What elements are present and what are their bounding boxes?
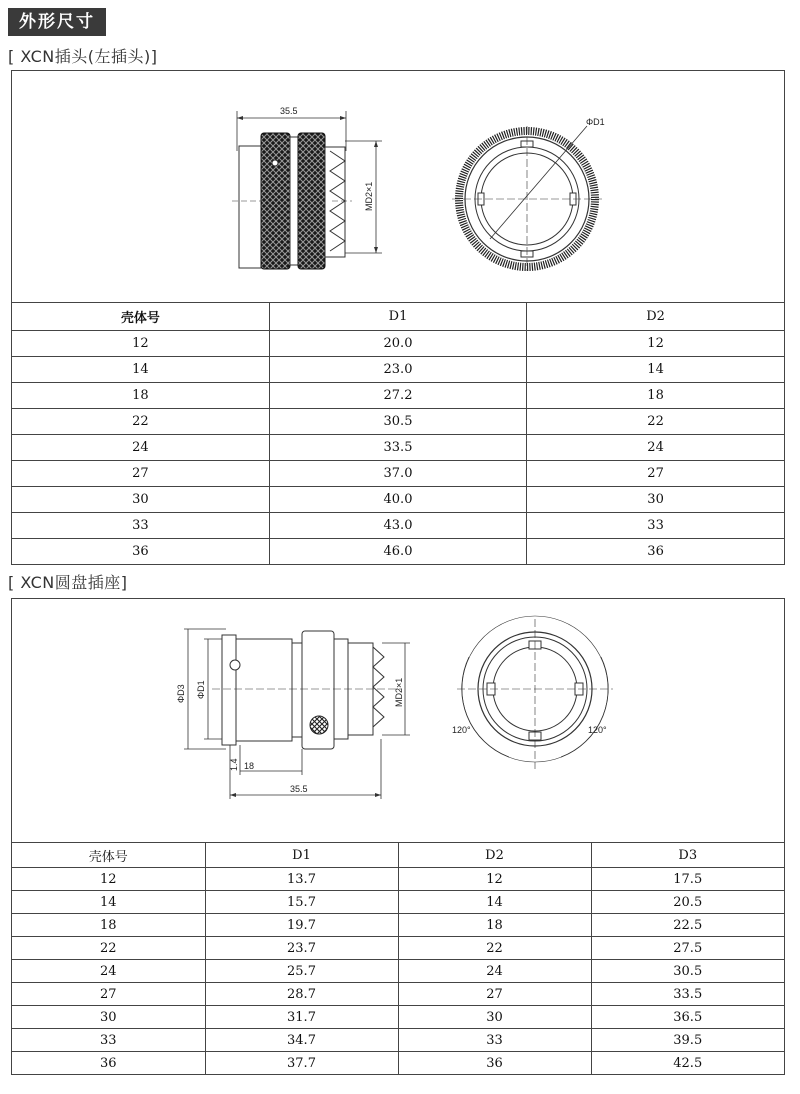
table-cell: 24 — [398, 960, 591, 983]
column-header: D3 — [591, 843, 784, 868]
plug-panel — [11, 70, 785, 565]
table-cell: 36 — [647, 544, 664, 559]
socket-angle-right: 120° — [588, 725, 607, 735]
table-cell: 18 — [12, 914, 205, 937]
table-cell: 14 — [12, 357, 269, 383]
table-cell: 15.7 — [205, 891, 398, 914]
table-cell: 12 — [12, 868, 205, 891]
table-cell: 27 — [398, 983, 591, 1006]
table-cell: 27.5 — [591, 937, 784, 960]
table-cell: 42.5 — [673, 1055, 703, 1071]
table-row — [12, 513, 784, 539]
table-cell: 43.0 — [269, 513, 526, 539]
socket-length-label: 35.5 — [290, 784, 308, 794]
socket-drawing-svg — [12, 599, 784, 842]
socket-dim-1-4: 1.4 — [229, 758, 239, 771]
table-row — [12, 914, 784, 937]
table-cell: 27 — [527, 461, 784, 487]
table-cell: 30.5 — [269, 409, 526, 435]
table-cell: 46.0 — [269, 539, 526, 565]
table-cell: 36 — [398, 1052, 591, 1075]
table-cell: 36.5 — [591, 1006, 784, 1029]
table-cell: 33 — [12, 1029, 205, 1052]
table-cell: 27.2 — [269, 383, 526, 409]
table-cell: 24 — [12, 960, 205, 983]
plug-diameter-label: ΦD1 — [586, 117, 605, 127]
table-cell: 36 — [12, 539, 269, 565]
table-row — [12, 960, 784, 983]
table-cell: 18 — [12, 383, 269, 409]
table-cell: 37.0 — [269, 461, 526, 487]
table-cell: 22 — [398, 937, 591, 960]
plug-thread-label: MD2×1 — [364, 181, 374, 211]
table-cell: 30 — [12, 487, 269, 513]
socket-d3-label: ΦD3 — [176, 684, 186, 703]
table-cell: 23.0 — [269, 357, 526, 383]
socket-front-view — [452, 616, 613, 769]
table-cell: 33.5 — [591, 983, 784, 1006]
table-cell: 20.5 — [591, 891, 784, 914]
table-row — [12, 539, 784, 565]
section-title: 外形尺寸 — [8, 8, 106, 36]
table-header-row — [12, 843, 784, 868]
table-cell: 30.5 — [591, 960, 784, 983]
table-cell: 18 — [398, 914, 591, 937]
column-header: 壳体号 — [12, 303, 269, 331]
column-header: D1 — [269, 303, 526, 331]
table-cell: 27 — [12, 461, 269, 487]
socket-panel — [11, 598, 785, 1075]
table-cell: 30 — [527, 487, 784, 513]
table-cell: 22.5 — [591, 914, 784, 937]
table-cell: 27 — [12, 983, 205, 1006]
plug-drawing-svg — [12, 71, 784, 302]
table-cell: 12 — [398, 868, 591, 891]
table-cell: 25.7 — [205, 960, 398, 983]
table-cell: 30 — [398, 1006, 591, 1029]
table-cell: 18 — [527, 383, 784, 409]
plug-side-view — [232, 133, 382, 269]
table-cell: 22 — [527, 409, 784, 435]
socket-d1-label: ΦD1 — [196, 680, 206, 699]
table-row — [12, 983, 784, 1006]
table-cell: 12 — [12, 331, 269, 357]
plug-length-label: 35.5 — [280, 106, 298, 116]
plug-dimension-table — [12, 303, 784, 564]
plug-front-view — [452, 117, 605, 271]
table-cell: 14 — [398, 891, 591, 914]
table-cell: 28.7 — [205, 983, 398, 1006]
table-row — [12, 383, 784, 409]
table-row — [12, 868, 784, 891]
table-cell: 31.7 — [205, 1006, 398, 1029]
table-cell: 33 — [12, 513, 269, 539]
table-row — [12, 1052, 784, 1075]
table-cell: 30 — [12, 1006, 205, 1029]
table-cell: 12 — [527, 331, 784, 357]
table-cell: 39.5 — [591, 1029, 784, 1052]
table-cell: 17.5 — [591, 868, 784, 891]
table-cell: 14 — [12, 891, 205, 914]
socket-dim-18: 18 — [244, 761, 255, 771]
table-cell: 23.7 — [205, 937, 398, 960]
table-cell: 19.7 — [205, 914, 398, 937]
table-cell: 22 — [12, 409, 269, 435]
socket-thread-label: MD2×1 — [394, 677, 404, 707]
plug-drawing — [12, 71, 784, 303]
table-row — [12, 937, 784, 960]
table-row — [12, 409, 784, 435]
table-cell: 36 — [12, 1052, 205, 1075]
socket-dimension-table — [12, 843, 784, 1074]
column-header: D1 — [205, 843, 398, 868]
socket-angle-left: 120° — [452, 725, 471, 735]
table-cell: 37.7 — [205, 1052, 398, 1075]
table-cell: 20.0 — [269, 331, 526, 357]
table-row — [12, 357, 784, 383]
table-cell: 33 — [527, 513, 784, 539]
table-row — [12, 1006, 784, 1029]
table-cell: 13.7 — [205, 868, 398, 891]
table-cell: 14 — [527, 357, 784, 383]
column-header: D2 — [527, 303, 784, 331]
table-row — [12, 487, 784, 513]
table-cell: 40.0 — [269, 487, 526, 513]
socket-drawing — [12, 599, 784, 843]
table-row — [12, 435, 784, 461]
plug-subtitle: [ XCN插头(左插头)] — [8, 47, 158, 66]
column-header: 壳体号 — [12, 843, 205, 868]
table-cell: 34.7 — [205, 1029, 398, 1052]
socket-side-view — [176, 629, 410, 799]
table-cell: 33.5 — [269, 435, 526, 461]
table-cell: 22 — [12, 937, 205, 960]
table-row — [12, 1029, 784, 1052]
table-cell: 24 — [12, 435, 269, 461]
table-cell: 24 — [527, 435, 784, 461]
column-header: D2 — [398, 843, 591, 868]
socket-subtitle: [ XCN圆盘插座] — [8, 573, 128, 592]
table-row — [12, 461, 784, 487]
table-row — [12, 891, 784, 914]
table-cell: 33 — [398, 1029, 591, 1052]
table-header-row — [12, 303, 784, 331]
table-row — [12, 331, 784, 357]
